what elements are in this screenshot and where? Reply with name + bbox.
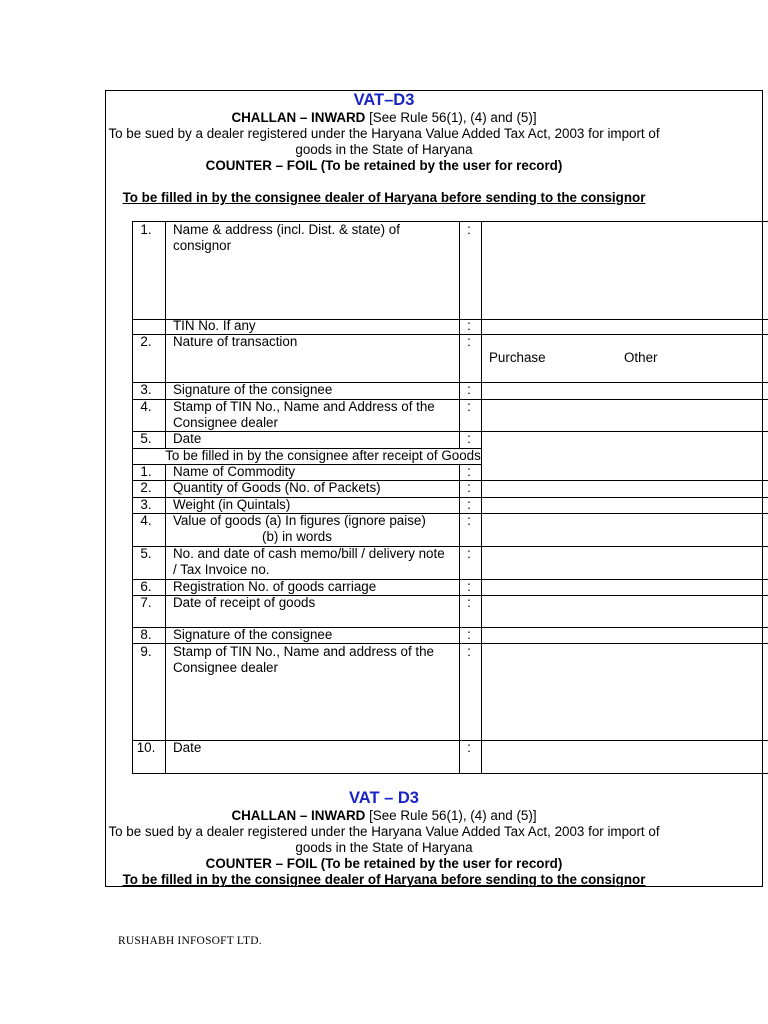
challan-rule: [See Rule 56(1), (4) and (5)] <box>365 110 537 125</box>
row-number: 3. <box>140 382 152 397</box>
row-number: 8. <box>140 627 152 642</box>
row-label: Date of receipt of goods <box>173 595 316 610</box>
row-number: 10. <box>136 740 156 755</box>
counter-foil-note-repeat: COUNTER – FOIL (To be retained by the user for record) <box>205 856 563 871</box>
row-separator: : <box>467 480 471 495</box>
purpose-line-1: To be sued by a dealer registered under the Haryana Value Added Tax Act, 2003 for import of <box>108 126 660 141</box>
row-label-continued: (b) in words <box>262 529 332 544</box>
row-label: Stamp of TIN No., Name and Address of the <box>173 399 435 414</box>
row-separator: : <box>467 627 471 642</box>
row-label-continued: / Tax Invoice no. <box>173 562 270 577</box>
row-label: Signature of the consignee <box>173 627 333 642</box>
row-label: Date <box>173 431 202 446</box>
challan-heading <box>0 110 768 126</box>
row-label: Weight (in Quintals) <box>173 497 291 512</box>
consignee-instruction: To be filled in by the consignee dealer of Haryana before sending to the consignor <box>122 190 646 205</box>
row-separator: : <box>467 579 471 594</box>
row-label-continued: consignor <box>173 238 232 253</box>
row-number: 1. <box>140 464 152 479</box>
purpose-line-2-repeat: goods in the State of Haryana <box>295 840 473 855</box>
form-title: VAT–D3 <box>353 91 415 109</box>
row-separator: : <box>467 497 471 512</box>
row-label: Value of goods (a) In figures (ignore paise) <box>173 513 426 528</box>
row-label: TIN No. If any <box>173 318 256 333</box>
row-label: No. and date of cash memo/bill / delivery note <box>173 546 445 561</box>
row-label: Stamp of TIN No., Name and address of the <box>173 644 434 659</box>
row-label: Name & address (incl. Dist. & state) of <box>173 222 400 237</box>
company-footer: RUSHABH INFOSOFT LTD. <box>118 935 262 947</box>
row-number: 6. <box>140 579 152 594</box>
row-separator: : <box>467 644 471 659</box>
row-number: 9. <box>140 644 152 659</box>
row-label-continued: Consignee dealer <box>173 660 278 675</box>
row-separator: : <box>467 222 471 237</box>
consignee-instruction-repeat: To be filled in by the consignee dealer of Haryana before sending to the consignor <box>122 872 646 887</box>
purpose-line-1-repeat: To be sued by a dealer registered under the Haryana Value Added Tax Act, 2003 for import of <box>108 824 660 839</box>
row-separator: : <box>467 318 471 333</box>
row-separator: : <box>467 464 471 479</box>
row-number: 7. <box>140 595 152 610</box>
row-separator: : <box>467 399 471 414</box>
challan-rule: [See Rule 56(1), (4) and (5)] <box>365 808 537 823</box>
row-number: 2. <box>140 480 152 495</box>
row-separator: : <box>467 513 471 528</box>
row-separator: : <box>467 334 471 349</box>
option-purchase: Purchase <box>489 350 546 365</box>
challan-bold: CHALLAN – INWARD <box>231 110 366 125</box>
row-separator: : <box>467 431 471 446</box>
purpose-line-2: goods in the State of Haryana <box>295 142 473 157</box>
row-separator: : <box>467 546 471 561</box>
row-separator: : <box>467 595 471 610</box>
row-label: Quantity of Goods (No. of Packets) <box>173 480 381 495</box>
row-number: 4. <box>140 399 152 414</box>
row-label-continued: Consignee dealer <box>173 415 278 430</box>
row-separator: : <box>467 740 471 755</box>
option-other: Other <box>624 350 658 365</box>
row-label: Registration No. of goods carriage <box>173 579 377 594</box>
row-label: Date <box>173 740 202 755</box>
row-label: Nature of transaction <box>173 334 298 349</box>
row-number: 5. <box>140 431 152 446</box>
row-number: 3. <box>140 497 152 512</box>
counter-foil-note: COUNTER – FOIL (To be retained by the user for record) <box>205 158 563 173</box>
challan-bold: CHALLAN – INWARD <box>231 808 366 823</box>
row-label: Name of Commodity <box>173 464 296 479</box>
challan-heading-repeat <box>0 808 768 824</box>
form-title-repeat: VAT – D3 <box>349 789 419 807</box>
row-number: 2. <box>140 334 152 349</box>
row-separator: : <box>467 382 471 397</box>
row-label: Signature of the consignee <box>173 382 333 397</box>
row-number: 4. <box>140 513 152 528</box>
section-note: To be filled in by the consignee after receipt of Goods <box>165 448 481 463</box>
row-number: 5. <box>140 546 152 561</box>
row-number: 1. <box>140 222 152 237</box>
